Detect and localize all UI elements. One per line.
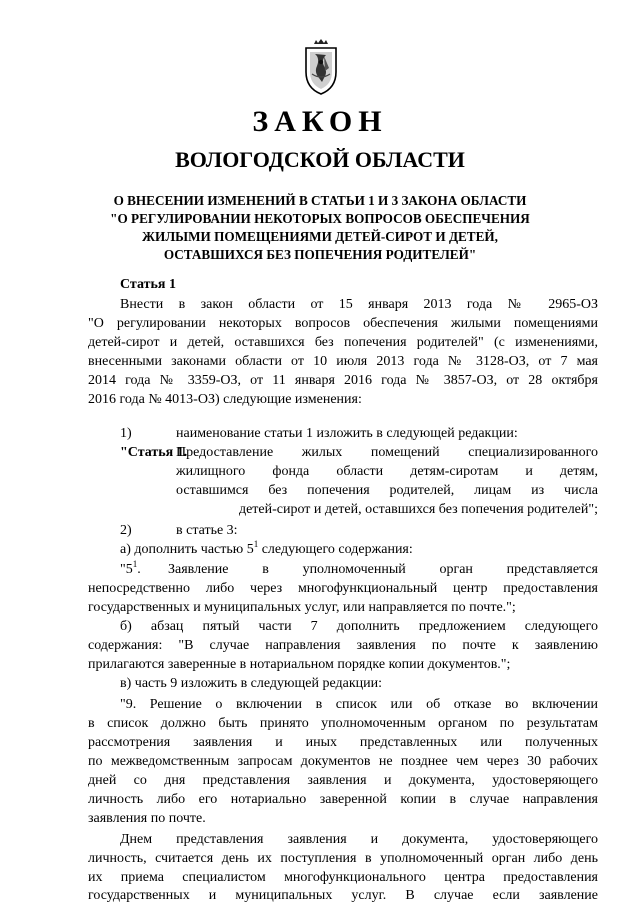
superscript: 1 <box>132 559 138 569</box>
law-subtitle <box>88 192 552 264</box>
paragraph-line: государственных и муниципальных услуг, или направляется по почте."; <box>88 600 516 615</box>
intro-line: "О регулировании некоторых вопросов обеспечения жилыми помещениями <box>88 316 598 331</box>
subtitle-line: О ВНЕСЕНИИ ИЗМЕНЕНИЙ В СТАТЬИ 1 И 3 ЗАКОНА ОБЛАСТИ <box>113 193 527 208</box>
p9-line: заявления по почте. <box>88 811 206 826</box>
superscript: 1 <box>253 539 259 549</box>
intro-line: детей-сирот и детей, оставшихся без попечения родителей" (с изменениями, <box>88 335 598 350</box>
paragraph-number <box>120 560 141 579</box>
item-text: наименование статьи 1 изложить в следующей редакции: <box>176 426 518 441</box>
article1-line: Предоставление жилых помещений специализированного <box>176 445 598 460</box>
p9-line: по межведомственным запросам документов не позднее чем через 30 рабочих <box>88 754 598 769</box>
item-number: 1) <box>120 426 132 441</box>
intro-line: 2014 года № 3359-ОЗ, от 11 января 2016 года № 3857-ОЗ, от 28 октября <box>88 373 598 388</box>
intro-line: внесенными законами области от 10 июля 2013 года № 3128-ОЗ, от 7 мая <box>88 354 598 369</box>
document-title: ЗАКОН <box>252 105 388 138</box>
subtitle-line: "О РЕГУЛИРОВАНИИ НЕКОТОРЫХ ВОПРОСОВ ОБЕСПЕЧЕНИЯ <box>110 211 530 226</box>
item-text: в статье 3: <box>176 523 238 538</box>
p9b-line: Днем представления заявления и документа, удостоверяющего <box>120 832 598 847</box>
subtitle-line: ОСТАВШИХСЯ БЕЗ ПОПЕЧЕНИЯ РОДИТЕЛЕЙ" <box>163 247 477 262</box>
subitem-b-line: содержания: "В случае направления заявления по почте к заявлению <box>88 638 598 653</box>
item-number: 2) <box>120 523 132 538</box>
region-title: ВОЛОГОДСКОЙ ОБЛАСТИ <box>175 147 465 172</box>
p9b-line: государственных и муниципальных услуг. В случае если заявление <box>88 888 598 903</box>
paragraph-line: непосредственно либо через многофункциональный центр предоставления <box>88 581 598 596</box>
subtitle-line: ЖИЛЫМИ ПОМЕЩЕНИЯМИ ДЕТЕЙ-СИРОТ И ДЕТЕЙ, <box>142 229 498 244</box>
p9-line: рассмотрения заявления и иных представленных или полученных <box>88 735 598 750</box>
intro-line: Внести в закон области от 15 января 2013 года № 2965-ОЗ <box>120 297 598 312</box>
subitem-a <box>120 540 413 559</box>
paragraph-line: Заявление в уполномоченный орган представляется <box>168 562 598 577</box>
p9b-line: их приема специалистом многофункционального центра предоставления <box>88 870 598 885</box>
p9-line: личность либо его нотариально заверенной копии в случае направления <box>88 792 598 807</box>
subitem-b-line: прилагаются заверенные в нотариальном порядке копии документов."; <box>88 657 511 672</box>
p9-line: в список должно быть принято уполномоченным органом по результатам <box>88 716 598 731</box>
vologda-coat-of-arms-icon <box>302 38 340 96</box>
subitem-a-text: а) дополнить частью 5 <box>120 542 254 557</box>
paragraph-number-dot: . <box>137 562 141 577</box>
paragraph-number-text: "5 <box>120 562 133 577</box>
p9-line: дней со дня представления заявления и документа, удостоверяющего <box>88 773 598 788</box>
subitem-b-line: б) абзац пятый части 7 дополнить предложением следующего <box>120 619 598 634</box>
p9-line: "9. Решение о включении в список или об отказе во включении <box>120 697 598 712</box>
intro-line: 2016 года № 4013-ОЗ) следующие изменения: <box>88 392 362 407</box>
article1-label: "Статья 1. <box>120 445 188 460</box>
subitem-a-tail: следующего содержания: <box>258 542 413 557</box>
article1-line: жилищного фонда области детям-сиротам и детям, <box>176 464 598 479</box>
article1-line: оставшимся без попечения родителей, лицам из числа <box>176 483 598 498</box>
p9b-line: личность, считается день их поступления в уполномоченный орган либо день <box>88 851 598 866</box>
article1-title-block <box>176 443 598 519</box>
article1-line: детей-сирот и детей, оставшихся без попечения родителей"; <box>238 502 598 517</box>
subitem-v: в) часть 9 изложить в следующей редакции: <box>120 676 383 691</box>
article-heading: Статья 1 <box>120 277 176 292</box>
